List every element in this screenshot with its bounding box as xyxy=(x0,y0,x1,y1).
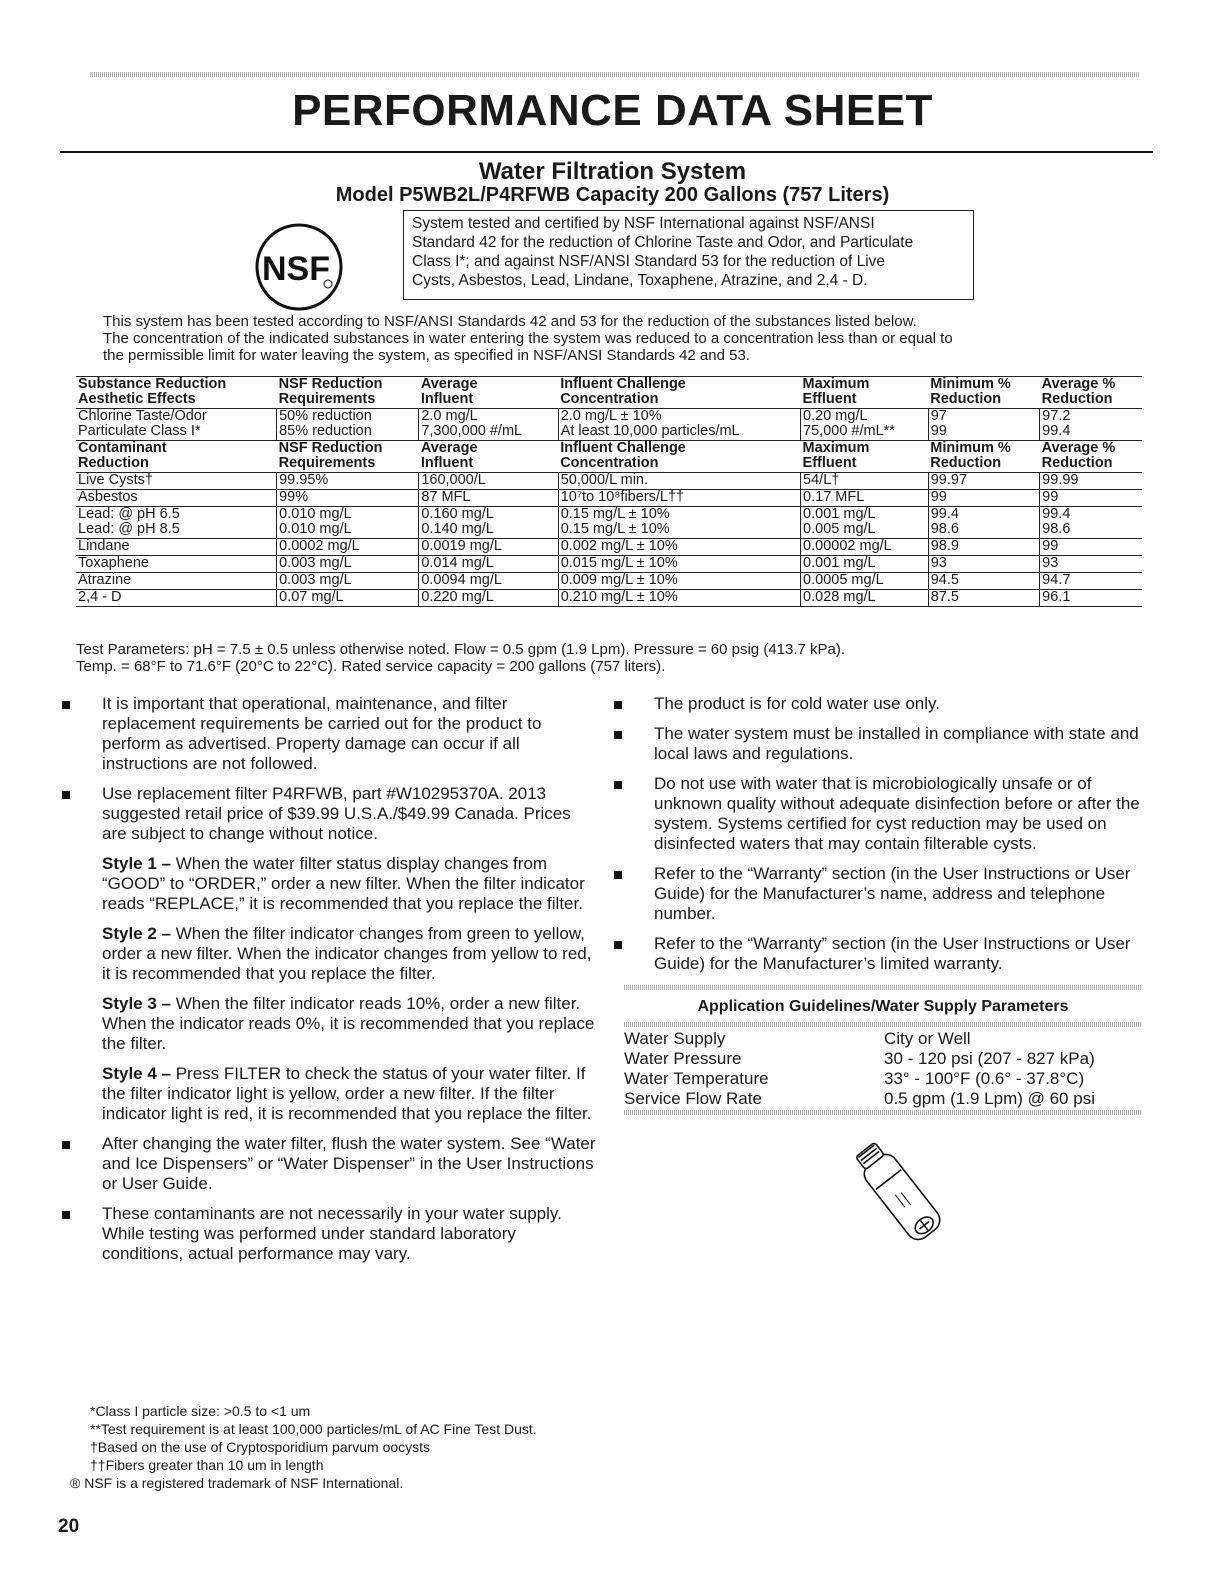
table-cell: 0.028 mg/L xyxy=(801,590,929,607)
bullet-item xyxy=(76,694,596,774)
intro-line: The concentration of the indicated substances in water entering the system was reduced to a concentration less than or equal to xyxy=(103,330,953,347)
bullet-icon xyxy=(614,871,622,879)
table-header-cell: Average % Reduction xyxy=(1040,441,1142,473)
table-cell: 0.009 mg/L ± 10% xyxy=(558,573,800,590)
footnote: ® NSF is a registered trademark of NSF International. xyxy=(70,1475,404,1491)
page-number: 20 xyxy=(58,1516,80,1537)
bullet-item xyxy=(628,934,1148,974)
bullet-item xyxy=(628,694,1148,714)
table-cell: Atrazine xyxy=(76,573,277,590)
style4-paragraph xyxy=(102,1064,596,1124)
guideline-row xyxy=(624,1029,1142,1049)
table-cell: 0.015 mg/L ± 10% xyxy=(558,556,800,573)
bullet-text: The water system must be installed in compliance with state and local laws and regulations. xyxy=(654,724,1139,763)
table-cell: Chlorine Taste/Odor Particulate Class I* xyxy=(76,409,277,441)
table-cell: 0.15 mg/L ± 10% 0.15 mg/L ± 10% xyxy=(558,507,800,539)
style2-text: When the filter indicator changes from green to yellow, order a new filter. When the indicator changes from yellow to red, it is recommended that you replace the filter. xyxy=(102,924,592,983)
table-cell: 96.1 xyxy=(1040,590,1142,607)
table-cell: 99.4 98.6 xyxy=(928,507,1039,539)
model-line: Model P5WB2L/P4RFWB Capacity 200 Gallons (757 Liters) xyxy=(335,184,890,206)
table-cell: 0.07 mg/L xyxy=(277,590,419,607)
guideline-value: City or Well xyxy=(884,1029,971,1048)
page-title: PERFORMANCE DATA SHEET xyxy=(292,86,933,135)
table-cell: 97 99 xyxy=(928,409,1039,441)
footnote: **Test requirement is at least 100,000 particles/mL of AC Fine Test Dust. xyxy=(90,1421,537,1437)
table-header-row xyxy=(76,377,1142,409)
footnote: †Based on the use of Cryptosporidium parvum oocysts xyxy=(90,1439,431,1455)
guideline-row xyxy=(624,1049,1142,1069)
table-cell: 0.210 mg/L ± 10% xyxy=(558,590,800,607)
test-param-line: Test Parameters: pH = 7.5 ± 0.5 unless otherwise noted. Flow = 0.5 gpm (1.9 Lpm). Pressure = 60 psig (413.7 kPa). xyxy=(76,641,846,658)
cert-line: Standard 42 for the reduction of Chlorine Taste and Odor, and Particulate xyxy=(412,234,914,251)
guidelines-bottom-rule xyxy=(624,1110,1142,1115)
test-param-line: Temp. = 68°F to 71.6°F (20°C to 22°C). Rated service capacity = 200 gallons (757 liters). xyxy=(76,658,666,675)
guidelines-top-rule xyxy=(624,985,1142,990)
right-column xyxy=(628,694,1148,984)
table-row xyxy=(76,556,1142,573)
table-cell: 99.99 xyxy=(1040,473,1142,490)
table-cell: 99% xyxy=(277,490,419,507)
table-row xyxy=(76,573,1142,590)
table-cell: 50,000/L min. xyxy=(558,473,800,490)
table-row xyxy=(76,490,1142,507)
table-header-cell: Maximum Effluent xyxy=(801,377,929,409)
table-cell: 94.5 xyxy=(928,573,1039,590)
table-cell: Live Cysts† xyxy=(76,473,277,490)
guidelines-table xyxy=(624,1029,1142,1109)
table-cell: 2,4 - D xyxy=(76,590,277,607)
table-cell: 10⁷to 10⁸fibers/L†† xyxy=(558,490,800,507)
table-cell: 0.014 mg/L xyxy=(419,556,558,573)
table-row xyxy=(76,507,1142,539)
footnotes xyxy=(70,1402,670,1492)
bullet-text: The product is for cold water use only. xyxy=(654,694,940,713)
table-header-row xyxy=(76,441,1142,473)
footnote: *Class I particle size: >0.5 to <1 um xyxy=(90,1403,311,1419)
table-row xyxy=(76,539,1142,556)
table-cell: 2.0 mg/L ± 10% At least 10,000 particles/mL xyxy=(558,409,800,441)
table-cell: 54/L† xyxy=(801,473,929,490)
table-cell: 0.220 mg/L xyxy=(419,590,558,607)
title-rule xyxy=(60,151,1153,153)
table-header-cell: Average % Reduction xyxy=(1040,377,1142,409)
guidelines-title-rule xyxy=(624,1022,1142,1027)
table-cell: 0.160 mg/L 0.140 mg/L xyxy=(419,507,558,539)
bullet-icon xyxy=(614,731,622,739)
table-row xyxy=(76,409,1142,441)
water-filter-illustration xyxy=(845,1134,955,1259)
table-cell: Lead: @ pH 6.5 Lead: @ pH 8.5 xyxy=(76,507,277,539)
table-cell: 99.4 98.6 xyxy=(1040,507,1142,539)
style3-text: When the filter indicator reads 10%, order a new filter. When the indicator reads 0%, it is recommended that you replace the filter. xyxy=(102,994,595,1053)
bullet-item xyxy=(76,1204,596,1264)
nsf-logo xyxy=(254,222,344,312)
table-cell: 0.0002 mg/L xyxy=(277,539,419,556)
table-header-cell: Substance Reduction Aesthetic Effects xyxy=(76,377,277,409)
footnote: ††Fibers greater than 10 um in length xyxy=(90,1457,324,1473)
guideline-label: Service Flow Rate xyxy=(624,1089,762,1108)
bullet-item xyxy=(628,724,1148,764)
bullet-item xyxy=(76,784,596,844)
bullet-item xyxy=(76,1134,596,1194)
bullet-text: After changing the water filter, flush the water system. See “Water and Ice Dispensers” or “Water Dispenser” in the User Instructions or User Guide. xyxy=(102,1134,596,1193)
guideline-label: Water Pressure xyxy=(624,1049,742,1068)
table-cell: 160,000/L xyxy=(419,473,558,490)
style4-label: Style 4 – xyxy=(102,1064,171,1083)
style2-label: Style 2 – xyxy=(102,924,171,943)
style1-text: When the water filter status display changes from “GOOD” to “ORDER,” order a new filter. When the filter indicator reads “REPLACE,” it is recommended that you replace the filter. xyxy=(102,854,585,913)
table-cell: 0.003 mg/L xyxy=(277,573,419,590)
bullet-text: These contaminants are not necessarily in your water supply. While testing was performed under standard laboratory conditions, actual performance may vary. xyxy=(102,1204,562,1263)
table-cell: Toxaphene xyxy=(76,556,277,573)
table-cell: Lindane xyxy=(76,539,277,556)
guideline-row xyxy=(624,1069,1142,1089)
bullet-text: Refer to the “Warranty” section (in the User Instructions or User Guide) for the Manufacturer’s limited warranty. xyxy=(654,934,1131,973)
guideline-row xyxy=(624,1089,1142,1109)
top-dotted-rule xyxy=(90,72,1140,77)
table-cell: 97.2 99.4 xyxy=(1040,409,1142,441)
table-header-cell: NSF Reduction Requirements xyxy=(277,441,419,473)
table-cell: 0.17 MFL xyxy=(801,490,929,507)
table-cell: 0.010 mg/L 0.010 mg/L xyxy=(277,507,419,539)
table-cell: 98.9 xyxy=(928,539,1039,556)
intro-line: This system has been tested according to NSF/ANSI Standards 42 and 53 for the reduction of the substances listed below. xyxy=(103,313,917,330)
bullet-icon xyxy=(62,791,70,799)
bullet-icon xyxy=(62,1141,70,1149)
table-cell: 87 MFL xyxy=(419,490,558,507)
table-cell: 0.001 mg/L xyxy=(801,556,929,573)
guidelines-title: Application Guidelines/Water Supply Parameters xyxy=(697,998,1069,1015)
table-cell: 0.002 mg/L ± 10% xyxy=(558,539,800,556)
table-header-cell: Maximum Effluent xyxy=(801,441,929,473)
guideline-label: Water Supply xyxy=(624,1029,726,1048)
table-header-cell: Average Influent xyxy=(419,377,558,409)
style4-text: Press FILTER to check the status of your water filter. If the filter indicator light is yellow, order a new filter. If the filter indicator light is red, it is recommended that you replace the filter. xyxy=(102,1064,592,1123)
intro-line: the permissible limit for water leaving the system, as specified in NSF/ANSI Standards 42 and 53. xyxy=(103,347,750,364)
table-cell: Asbestos xyxy=(76,490,277,507)
style3-label: Style 3 – xyxy=(102,994,171,1013)
nsf-logo-text: NSF xyxy=(262,250,330,288)
table-cell: 0.001 mg/L 0.005 mg/L xyxy=(801,507,929,539)
certification-box xyxy=(403,210,974,300)
bullet-icon xyxy=(62,701,70,709)
style2-paragraph xyxy=(102,924,596,984)
bullet-item xyxy=(628,774,1148,854)
bullet-item xyxy=(628,864,1148,924)
table-header-cell: Minimum % Reduction xyxy=(928,441,1039,473)
guideline-value: 0.5 gpm (1.9 Lpm) @ 60 psi xyxy=(884,1089,1095,1108)
table-header-cell: Average Influent xyxy=(419,441,558,473)
table-row xyxy=(76,590,1142,607)
table-cell: 0.0019 mg/L xyxy=(419,539,558,556)
table-cell: 99.97 xyxy=(928,473,1039,490)
cert-line: Cysts, Asbestos, Lead, Lindane, Toxaphene, Atrazine, and 2,4 - D. xyxy=(412,272,868,289)
intro-paragraph xyxy=(103,313,1063,364)
bullet-icon xyxy=(62,1211,70,1219)
table-cell: 93 xyxy=(1040,556,1142,573)
table-cell: 99.95% xyxy=(277,473,419,490)
table-cell: 0.0005 mg/L xyxy=(801,573,929,590)
table-cell: 0.00002 mg/L xyxy=(801,539,929,556)
style3-paragraph xyxy=(102,994,596,1054)
bullet-icon xyxy=(614,941,622,949)
guideline-label: Water Temperature xyxy=(624,1069,769,1088)
table-cell: 99 xyxy=(928,490,1039,507)
bullet-text: Refer to the “Warranty” section (in the User Instructions or User Guide) for the Manufacturer’s name, address and telephone number. xyxy=(654,864,1131,923)
test-parameters xyxy=(76,641,1076,675)
guideline-value: 30 - 120 psi (207 - 827 kPa) xyxy=(884,1049,1095,1068)
table-cell: 99 xyxy=(1040,539,1142,556)
performance-table xyxy=(76,376,1142,607)
table-cell: 2.0 mg/L 7,300,000 #/mL xyxy=(419,409,558,441)
table-row xyxy=(76,473,1142,490)
table-cell: 0.003 mg/L xyxy=(277,556,419,573)
bullet-text: It is important that operational, maintenance, and filter replacement requirements be carried out for the product to perform as advertised. Property damage can occur if all instructions are not followed. xyxy=(102,694,542,773)
bullet-icon xyxy=(614,781,622,789)
bullet-icon xyxy=(614,701,622,709)
table-cell: 0.20 mg/L 75,000 #/mL** xyxy=(801,409,929,441)
table-cell: 50% reduction 85% reduction xyxy=(277,409,419,441)
section-subtitle: Water Filtration System xyxy=(478,158,747,185)
table-header-cell: Minimum % Reduction xyxy=(928,377,1039,409)
table-cell: 0.0094 mg/L xyxy=(419,573,558,590)
table-cell: 94.7 xyxy=(1040,573,1142,590)
table-header-cell: Influent Challenge Concentration xyxy=(558,377,800,409)
bullet-text: Do not use with water that is microbiologically unsafe or of unknown quality without adequate disinfection before or after the system. Systems certified for cyst reduction may be used on disinfected waters that may contain filterable cysts. xyxy=(654,774,1140,853)
style1-paragraph xyxy=(102,854,596,914)
cert-line: Class I*; and against NSF/ANSI Standard 53 for the reduction of Live xyxy=(412,253,886,270)
table-cell: 93 xyxy=(928,556,1039,573)
table-cell: 87.5 xyxy=(928,590,1039,607)
cert-line: System tested and certified by NSF International against NSF/ANSI xyxy=(412,215,875,232)
bullet-text: Use replacement filter P4RFWB, part #W10295370A. 2013 suggested retail price of $39.99 U.S.A./$49.99 Canada. Prices are subject to change without notice. xyxy=(102,784,571,843)
left-column xyxy=(76,694,596,1274)
table-cell: 99 xyxy=(1040,490,1142,507)
guideline-value: 33° - 100°F (0.6° - 37.8°C) xyxy=(884,1069,1085,1088)
table-header-cell: NSF Reduction Requirements xyxy=(277,377,419,409)
table-header-cell: Influent Challenge Concentration xyxy=(558,441,800,473)
table-header-cell: Contaminant Reduction xyxy=(76,441,277,473)
style1-label: Style 1 – xyxy=(102,854,171,873)
